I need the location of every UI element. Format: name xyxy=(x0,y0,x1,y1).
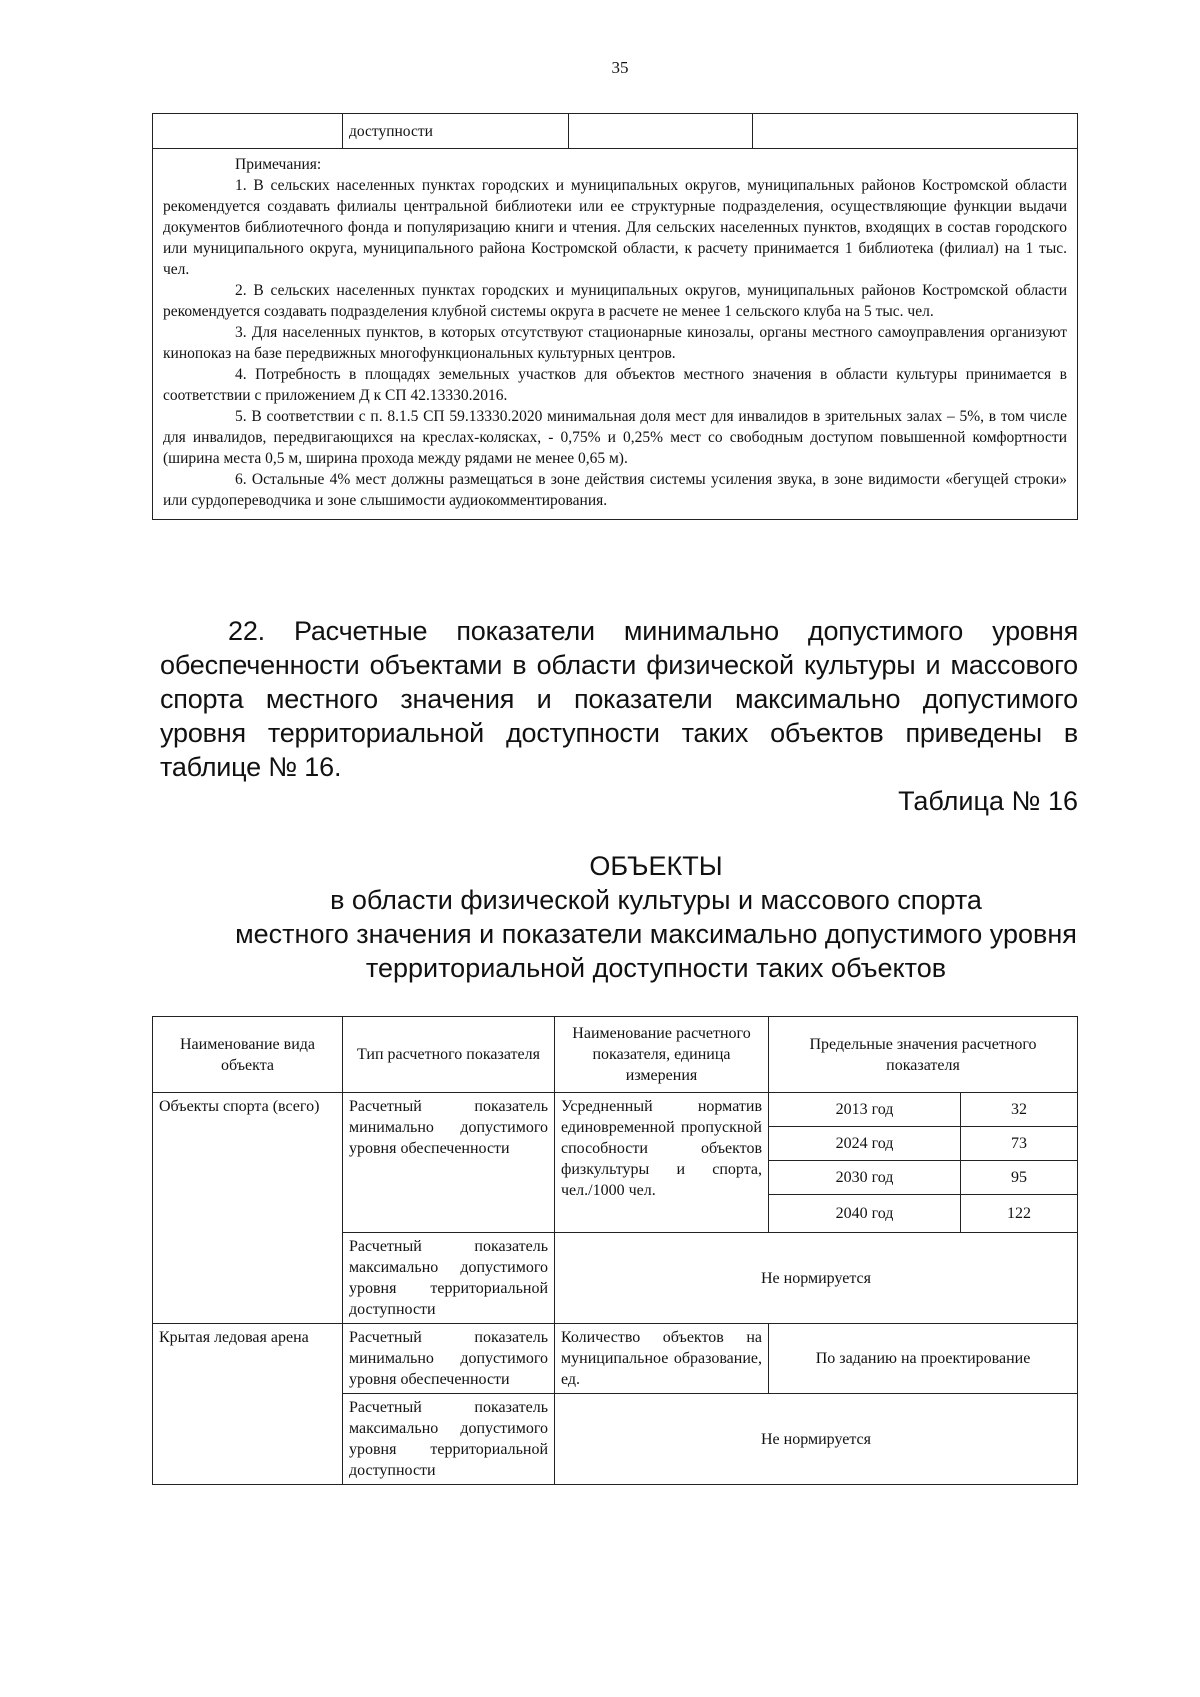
indicator-name-cell: Количество объектов на муниципальное образование, ед. xyxy=(555,1324,769,1394)
table-cell xyxy=(153,114,343,149)
sport-objects-table xyxy=(152,1016,1078,1485)
value-cell: 73 xyxy=(961,1127,1078,1161)
value-cell: 32 xyxy=(961,1093,1078,1127)
value-cell: Не нормируется xyxy=(555,1394,1078,1485)
table-row xyxy=(153,1093,1078,1127)
table-title xyxy=(152,849,1160,985)
page-number: 35 xyxy=(611,58,629,77)
notes-table xyxy=(152,113,1078,520)
note-item: 3. Для населенных пунктов, в которых отсутствуют стационарные кинозалы, органы местного самоуправления организуют кинопоказ на базе передвижных многофункциональных культурных центров. xyxy=(163,324,1067,362)
header-row xyxy=(153,1017,1078,1093)
year-cell: 2040 год xyxy=(769,1195,961,1233)
column-header: Наименование вида объекта xyxy=(153,1017,343,1093)
note-item: 4. Потребность в площадях земельных участков для объектов местного значения в области культуры принимается в соответствии с приложением Д к СП 42.13330.2016. xyxy=(163,366,1067,404)
object-name-cell: Крытая ледовая арена xyxy=(153,1324,343,1485)
notes-heading: Примечания: xyxy=(235,156,322,173)
column-header: Наименование расчетного показателя, единица измерения xyxy=(555,1017,769,1093)
indicator-type-cell: Расчетный показатель максимально допустимого уровня территориальной доступности xyxy=(343,1233,555,1324)
table-label: Таблица № 16 xyxy=(898,786,1078,816)
year-cell: 2030 год xyxy=(769,1161,961,1195)
table-title-line: в области физической культуры и массового спорта xyxy=(330,885,982,915)
table-row xyxy=(153,149,1078,520)
indicator-type-cell: Расчетный показатель минимально допустимого уровня обеспеченности xyxy=(343,1324,555,1394)
table-title-line: местного значения и показатели максимально допустимого уровня xyxy=(235,919,1077,949)
year-cell: 2024 год xyxy=(769,1127,961,1161)
table-row xyxy=(153,1324,1078,1394)
column-header: Тип расчетного показателя xyxy=(343,1017,555,1093)
value-cell: Не нормируется xyxy=(555,1233,1078,1324)
table-title-line: территориальной доступности таких объектов xyxy=(365,953,947,983)
note-item: 1. В сельских населенных пунктах городских и муниципальных округов, муниципальных районов Костромской области рекомендуется создавать филиалы центральной библиотеки или ее структурные подразделения, осуществляющие функции выдачи документов библиотечного фонда и популяризацию книги и чтения. Для сельских населенных пунктов, входящих в состав городского или муниципального округа, муниципального района Костромской области, к расчету принимается 1 библиотека (филиал) на 1 тыс. чел. xyxy=(163,177,1067,278)
note-item: 2. В сельских населенных пунктах городских и муниципальных округов, муниципальных районов Костромской области рекомендуется создавать подразделения клубной системы округа в расчете не менее 1 сельского клуба на 5 тыс. чел. xyxy=(163,282,1067,320)
value-cell: 95 xyxy=(961,1161,1078,1195)
year-cell: 2013 год xyxy=(769,1093,961,1127)
object-name-cell: Объекты спорта (всего) xyxy=(153,1093,343,1324)
indicator-name-cell: Усредненный норматив единовременной пропускной способности объектов физкультуры и спорта, чел./1000 чел. xyxy=(555,1093,769,1233)
notes-cell xyxy=(153,149,1078,520)
table-cell: доступности xyxy=(343,114,569,149)
table-title-line: ОБЪЕКТЫ xyxy=(589,851,723,881)
paragraph-22: 22. Расчетные показатели минимально допустимого уровня обеспеченности объектами в области физической культуры и массового спорта местного значения и показатели максимально допустимого уровня территориальной доступности таких объектов приведены в таблице № 16. xyxy=(160,616,1078,782)
note-item: 6. Остальные 4% мест должны размещаться в зоне действия системы усиления звука, в зоне видимости «бегущей строки» или сурдопереводчика и зоне слышимости аудиокомментирования. xyxy=(163,471,1067,509)
indicator-type-cell: Расчетный показатель минимально допустимого уровня обеспеченности xyxy=(343,1093,555,1233)
value-cell: 122 xyxy=(961,1195,1078,1233)
note-item: 5. В соответствии с п. 8.1.5 СП 59.13330.2020 минимальная доля мест для инвалидов в зрительных залах – 5%, в том числе для инвалидов, передвигающихся на креслах-колясках, - 0,75% и 0,25% мест со свободным доступом повышенной комфортности (ширина места 0,5 м, ширина прохода между рядами не менее 0,65 м). xyxy=(163,408,1067,467)
table-row xyxy=(153,114,1078,149)
table-cell xyxy=(569,114,753,149)
table-cell xyxy=(753,114,1078,149)
indicator-type-cell: Расчетный показатель максимально допустимого уровня территориальной доступности xyxy=(343,1394,555,1485)
column-header: Предельные значения расчетного показателя xyxy=(769,1017,1078,1093)
value-cell: По заданию на проектирование xyxy=(769,1324,1078,1394)
